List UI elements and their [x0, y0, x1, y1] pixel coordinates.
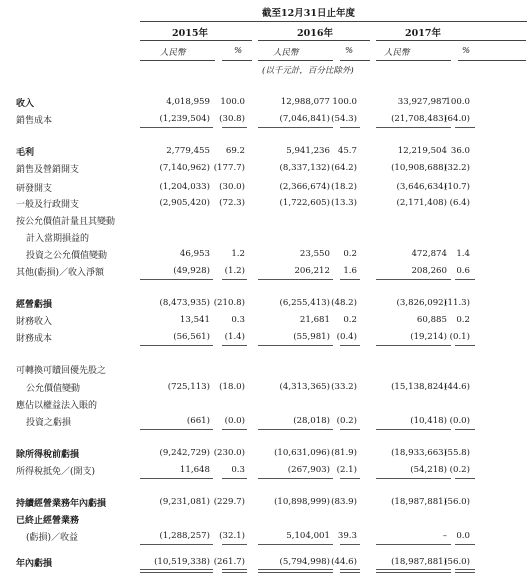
cell-pct-2016: 39.3 [337, 531, 357, 541]
cell-pct-2016: (0.2) [336, 416, 357, 426]
cell-amount-2016: (55,981) [293, 332, 330, 342]
cell-amount-2016: (1,722,605) [279, 198, 330, 208]
year-2016: 2016年 [297, 28, 333, 39]
sub-rule-5 [376, 60, 451, 61]
pct-2015: % [234, 46, 243, 56]
subtotal-underline [376, 544, 451, 545]
cell-pct-2015: (229.7) [213, 497, 245, 507]
row-label: 財務收入 [16, 317, 53, 327]
subtotal-underline [455, 127, 475, 128]
cell-pct-2017: (56.0) [444, 497, 470, 507]
cell-amount-2017: (10,418) [410, 416, 447, 426]
cell-amount-2017: (19,214) [410, 332, 447, 342]
cell-pct-2015: (230.0) [213, 448, 245, 458]
cell-pct-2016: (83.9) [331, 497, 357, 507]
cell-pct-2015: (261.7) [213, 557, 245, 567]
row-label: 銷售成本 [16, 116, 53, 126]
cell-pct-2015: (32.1) [219, 531, 245, 541]
subtotal-underline [140, 345, 213, 346]
cell-amount-2016: 5,104,001 [286, 531, 330, 541]
row-label: 按公允價值計量且其變動 [16, 217, 116, 227]
cell-amount-2017: (10,908,688) [391, 163, 447, 173]
subtotal-underline [376, 429, 451, 430]
row-label: (虧損)／收益 [26, 533, 79, 543]
row-label: 投資之虧損 [26, 418, 72, 428]
cell-amount-2015: (661) [186, 416, 210, 426]
subtotal-underline [455, 429, 475, 430]
cell-amount-2016: (267,903) [287, 465, 330, 475]
currency-2017: 人民幣 [384, 48, 410, 58]
cell-pct-2017: (32.2) [444, 163, 470, 173]
cell-pct-2015: (30.8) [219, 114, 245, 124]
row-label: 其他(虧損)／收入淨額 [16, 268, 105, 278]
subtotal-underline [258, 544, 333, 545]
cell-amount-2015: (1,288,257) [159, 531, 210, 541]
double-underline [258, 569, 333, 573]
cell-pct-2017: (0.0) [449, 416, 470, 426]
subtotal-underline [455, 279, 475, 280]
row-label: 收入 [16, 99, 35, 109]
subtotal-underline [140, 429, 213, 430]
double-underline [340, 569, 360, 573]
cell-amount-2017: 33,927,987 [397, 97, 447, 107]
subtotal-underline [222, 429, 247, 430]
subtotal-underline [455, 544, 475, 545]
row-label: 可轉換可贖回優先股之 [16, 366, 107, 376]
cell-pct-2017: 1.4 [456, 249, 470, 259]
period-header: 截至12月31日止年度 [262, 8, 355, 19]
cell-pct-2015: (0.0) [224, 416, 245, 426]
cell-amount-2016: 23,550 [299, 249, 330, 259]
cell-amount-2016: (4,313,365) [279, 382, 330, 392]
cell-amount-2015: (1,239,504) [159, 114, 210, 124]
cell-amount-2015: (2,905,420) [159, 198, 210, 208]
cell-amount-2017: (54,218) [410, 465, 447, 475]
subtotal-underline [340, 429, 360, 430]
cell-pct-2017: 36.0 [450, 146, 470, 156]
subtotal-underline [222, 478, 247, 479]
row-label: 所得稅抵免／(開支) [16, 467, 96, 477]
cell-amount-2017: (21,708,483) [391, 114, 447, 124]
row-label: 應佔以權益法入賬的 [16, 401, 98, 411]
currency-2016: 人民幣 [273, 48, 299, 58]
cell-amount-2017: (15,138,824) [391, 382, 447, 392]
subtotal-underline [222, 279, 247, 280]
subtotal-underline [340, 279, 360, 280]
cell-amount-2017: 60,885 [416, 315, 447, 325]
cell-pct-2017: 0.0 [456, 531, 470, 541]
cell-amount-2015: (9,242,729) [159, 448, 210, 458]
cell-amount-2015: (56,561) [173, 332, 210, 342]
cell-amount-2016: 206,212 [294, 266, 330, 276]
cell-pct-2016: (64.2) [331, 163, 357, 173]
row-label: 財務成本 [16, 334, 53, 344]
row-label: 計入當期損益的 [26, 234, 90, 244]
cell-pct-2015: (1.4) [224, 332, 245, 342]
subtotal-underline [258, 478, 333, 479]
currency-2015: 人民幣 [160, 48, 186, 58]
row-label: 投資之公允價值變動 [26, 251, 108, 261]
sub-rule-2 [222, 60, 252, 61]
cell-pct-2016: (54.3) [331, 114, 357, 124]
subtotal-underline [140, 478, 213, 479]
year-2017: 2017年 [405, 28, 441, 39]
year-rule-2017 [376, 40, 526, 41]
year-rule-2015 [140, 40, 252, 41]
sub-rule-3 [258, 60, 333, 61]
cell-pct-2017: (0.2) [449, 465, 470, 475]
cell-amount-2016: 12,988,077 [280, 97, 330, 107]
cell-amount-2015: (10,519,338) [154, 557, 210, 567]
cell-pct-2017: (10.7) [444, 182, 470, 192]
cell-pct-2017: (0.1) [449, 332, 470, 342]
subtotal-underline [222, 544, 247, 545]
cell-amount-2017: (3,646,634) [396, 182, 447, 192]
subtotal-underline [340, 478, 360, 479]
year-2015: 2015年 [172, 28, 208, 39]
cell-pct-2017: (11.3) [444, 298, 470, 308]
cell-amount-2017: (18,987,881) [391, 557, 447, 567]
pct-2017: % [462, 46, 471, 56]
subtotal-underline [258, 345, 333, 346]
double-underline [140, 569, 213, 573]
subtotal-underline [376, 478, 451, 479]
cell-pct-2015: (210.8) [213, 298, 245, 308]
cell-amount-2016: 5,941,236 [286, 146, 330, 156]
subtotal-underline [140, 544, 213, 545]
cell-pct-2017: (6.4) [449, 198, 470, 208]
sub-rule-4 [340, 60, 370, 61]
double-underline [376, 569, 451, 573]
subtotal-underline [455, 345, 475, 346]
cell-amount-2016: (6,255,413) [279, 298, 330, 308]
cell-pct-2016: (33.2) [331, 382, 357, 392]
row-label: 持續經營業務年內虧損 [16, 499, 107, 509]
cell-amount-2017: (3,826,092) [396, 298, 447, 308]
cell-pct-2015: (1.2) [224, 266, 245, 276]
cell-pct-2015: (177.7) [213, 163, 245, 173]
subtotal-underline [258, 127, 333, 128]
subtotal-underline [340, 127, 360, 128]
cell-amount-2017: 472,874 [411, 249, 447, 259]
cell-pct-2016: (81.9) [331, 448, 357, 458]
year-rule-2016 [258, 40, 370, 41]
sub-rule-1 [140, 60, 215, 61]
sub-rule-6 [458, 60, 526, 61]
cell-pct-2015: 100.0 [220, 97, 245, 107]
cell-pct-2017: (56.0) [444, 557, 470, 567]
cell-pct-2015: (18.0) [219, 382, 245, 392]
subtotal-underline [340, 345, 360, 346]
cell-pct-2016: (2.1) [336, 465, 357, 475]
row-label: 經營虧損 [16, 300, 53, 310]
cell-pct-2017: (44.6) [444, 382, 470, 392]
unit-note: (以千元計，百分比除外) [262, 66, 354, 76]
cell-amount-2016: (10,631,096) [274, 448, 330, 458]
cell-amount-2015: 4,018,959 [166, 97, 210, 107]
cell-pct-2016: (18.2) [331, 182, 357, 192]
cell-amount-2016: (10,898,999) [274, 497, 330, 507]
subtotal-underline [340, 544, 360, 545]
cell-pct-2016: 45.7 [337, 146, 357, 156]
row-label: 一般及行政開支 [16, 200, 80, 210]
row-label: 年內虧損 [16, 559, 53, 569]
cell-amount-2016: (2,366,674) [279, 182, 330, 192]
subtotal-underline [258, 279, 333, 280]
cell-amount-2015: (7,140,962) [159, 163, 210, 173]
subtotal-underline [222, 345, 247, 346]
cell-amount-2016: (7,046,841) [279, 114, 330, 124]
subtotal-underline [258, 429, 333, 430]
cell-amount-2015: 2,779,455 [166, 146, 210, 156]
row-label: 已終止經營業務 [16, 516, 80, 526]
cell-amount-2015: (1,204,033) [159, 182, 210, 192]
cell-pct-2017: 100.0 [445, 97, 470, 107]
double-underline [222, 569, 247, 573]
cell-pct-2017: (64.0) [444, 114, 470, 124]
cell-pct-2015: (72.3) [219, 198, 245, 208]
cell-amount-2017: 12,219,504 [397, 146, 447, 156]
cell-amount-2017: (18,933,663) [391, 448, 447, 458]
cell-pct-2015: 0.3 [231, 465, 245, 475]
subtotal-underline [376, 279, 451, 280]
cell-pct-2016: (44.6) [331, 557, 357, 567]
row-label: 研發開支 [16, 184, 53, 194]
subtotal-underline [140, 279, 213, 280]
cell-pct-2015: 69.2 [225, 146, 245, 156]
cell-amount-2017: 208,260 [411, 266, 447, 276]
cell-pct-2016: (13.3) [331, 198, 357, 208]
cell-amount-2016: (8,337,132) [279, 163, 330, 173]
subtotal-underline [455, 478, 475, 479]
row-label: 毛利 [16, 148, 35, 158]
cell-pct-2016: 0.2 [343, 249, 357, 259]
cell-amount-2015: 11,648 [179, 465, 210, 475]
cell-amount-2017: (2,171,408) [396, 198, 447, 208]
cell-amount-2015: (9,231,081) [159, 497, 210, 507]
cell-amount-2015: (725,113) [167, 382, 210, 392]
cell-amount-2015: (49,928) [173, 266, 210, 276]
cell-pct-2017: (55.8) [444, 448, 470, 458]
cell-pct-2016: (48.2) [331, 298, 357, 308]
pct-2016: % [345, 46, 354, 56]
period-rule [140, 21, 527, 22]
cell-pct-2015: 0.3 [231, 315, 245, 325]
cell-pct-2015: (30.0) [219, 182, 245, 192]
subtotal-underline [140, 127, 213, 128]
cell-amount-2015: (8,473,935) [159, 298, 210, 308]
cell-pct-2016: 0.2 [343, 315, 357, 325]
subtotal-underline [376, 127, 451, 128]
cell-amount-2016: (5,794,998) [279, 557, 330, 567]
double-underline [455, 569, 475, 573]
cell-pct-2016: (0.4) [336, 332, 357, 342]
cell-pct-2017: 0.6 [456, 266, 470, 276]
cell-pct-2016: 1.6 [343, 266, 357, 276]
cell-amount-2015: 46,953 [179, 249, 210, 259]
cell-amount-2015: 13,541 [179, 315, 210, 325]
cell-pct-2016: 100.0 [332, 97, 357, 107]
cell-amount-2017: (18,987,881) [391, 497, 447, 507]
cell-pct-2017: 0.2 [456, 315, 470, 325]
subtotal-underline [376, 345, 451, 346]
cell-amount-2016: 21,681 [299, 315, 330, 325]
row-label: 除所得稅前虧損 [16, 450, 80, 460]
row-label: 銷售及營銷開支 [16, 165, 80, 175]
cell-amount-2016: (28,018) [293, 416, 330, 426]
subtotal-underline [222, 127, 247, 128]
cell-amount-2017: – [442, 531, 447, 541]
row-label: 公允價值變動 [26, 384, 81, 394]
cell-pct-2015: 1.2 [231, 249, 245, 259]
